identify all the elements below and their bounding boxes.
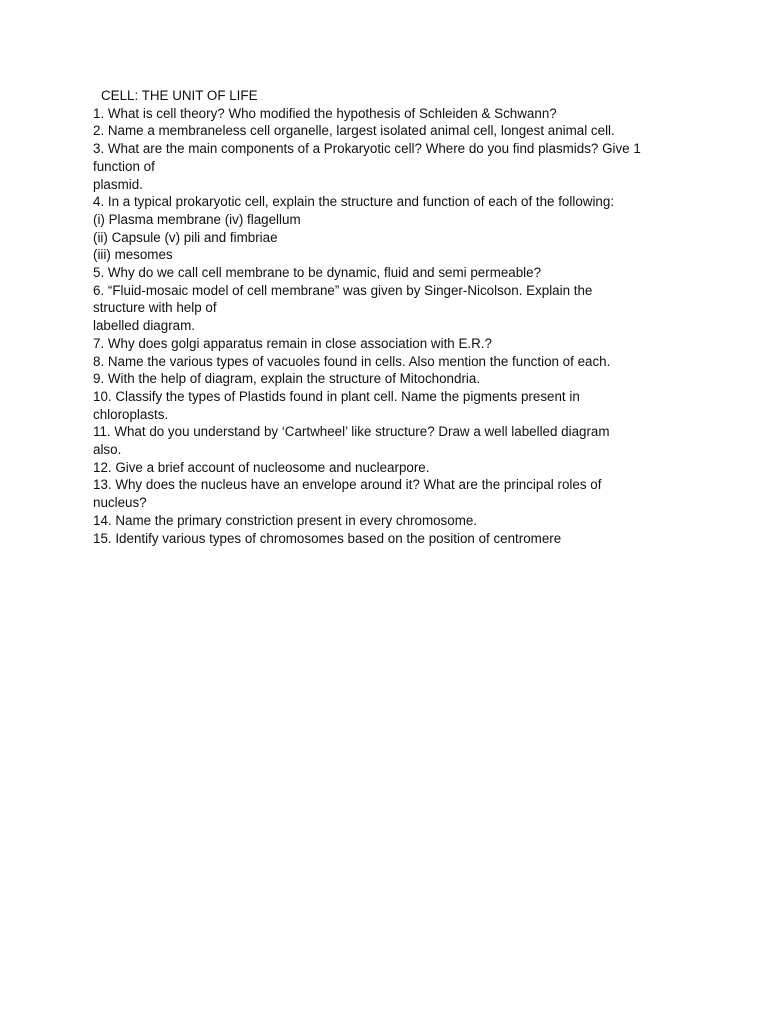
text-line: 13. Why does the nucleus have an envelope around it? What are the principal roles of <box>93 477 602 493</box>
text-line: 14. Name the primary constriction present in every chromosome. <box>93 512 478 528</box>
text-line: structure with help of <box>93 300 217 316</box>
text-line: nucleus? <box>93 495 147 511</box>
text-line: 4. In a typical prokaryotic cell, explain the structure and function of each of the following: <box>93 194 615 210</box>
text-line: 6. “Fluid-mosaic model of cell membrane” was given by Singer-Nicolson. Explain the <box>93 282 593 298</box>
text-line: (ii) Capsule (v) pili and fimbriae <box>93 229 278 245</box>
text-line: 10. Classify the types of Plastids found in plant cell. Name the pigments present in <box>93 388 580 404</box>
text-line: (iii) mesomes <box>93 247 173 263</box>
text-line: 12. Give a brief account of nucleosome and nuclearpore. <box>93 459 430 475</box>
text-line: 1. What is cell theory? Who modified the hypothesis of Schleiden & Schwann? <box>93 105 557 121</box>
text-line: function of <box>93 158 155 174</box>
document-title: CELL: THE UNIT OF LIFE <box>101 88 258 103</box>
text-line: 3. What are the main components of a Prokaryotic cell? Where do you find plasmids? Give 1 <box>93 141 641 157</box>
document-body <box>93 87 693 547</box>
text-line: (i) Plasma membrane (iv) flagellum <box>93 211 301 227</box>
text-line: 9. With the help of diagram, explain the structure of Mitochondria. <box>93 371 481 387</box>
text-line: 2. Name a membraneless cell organelle, largest isolated animal cell, longest animal cell. <box>93 123 615 139</box>
text-line: 11. What do you understand by ‘Cartwheel’ like structure? Draw a well labelled diagram <box>93 424 610 440</box>
text-line: also. <box>93 442 122 458</box>
text-line: plasmid. <box>93 176 143 192</box>
text-line: 8. Name the various types of vacuoles found in cells. Also mention the function of each. <box>93 353 611 369</box>
text-line: 5. Why do we call cell membrane to be dynamic, fluid and semi permeable? <box>93 265 542 281</box>
text-line: chloroplasts. <box>93 406 169 422</box>
text-line: labelled diagram. <box>93 318 195 334</box>
text-line: 7. Why does golgi apparatus remain in close association with E.R.? <box>93 335 492 351</box>
text-line: 15. Identify various types of chromosomes based on the position of centromere <box>93 530 562 546</box>
